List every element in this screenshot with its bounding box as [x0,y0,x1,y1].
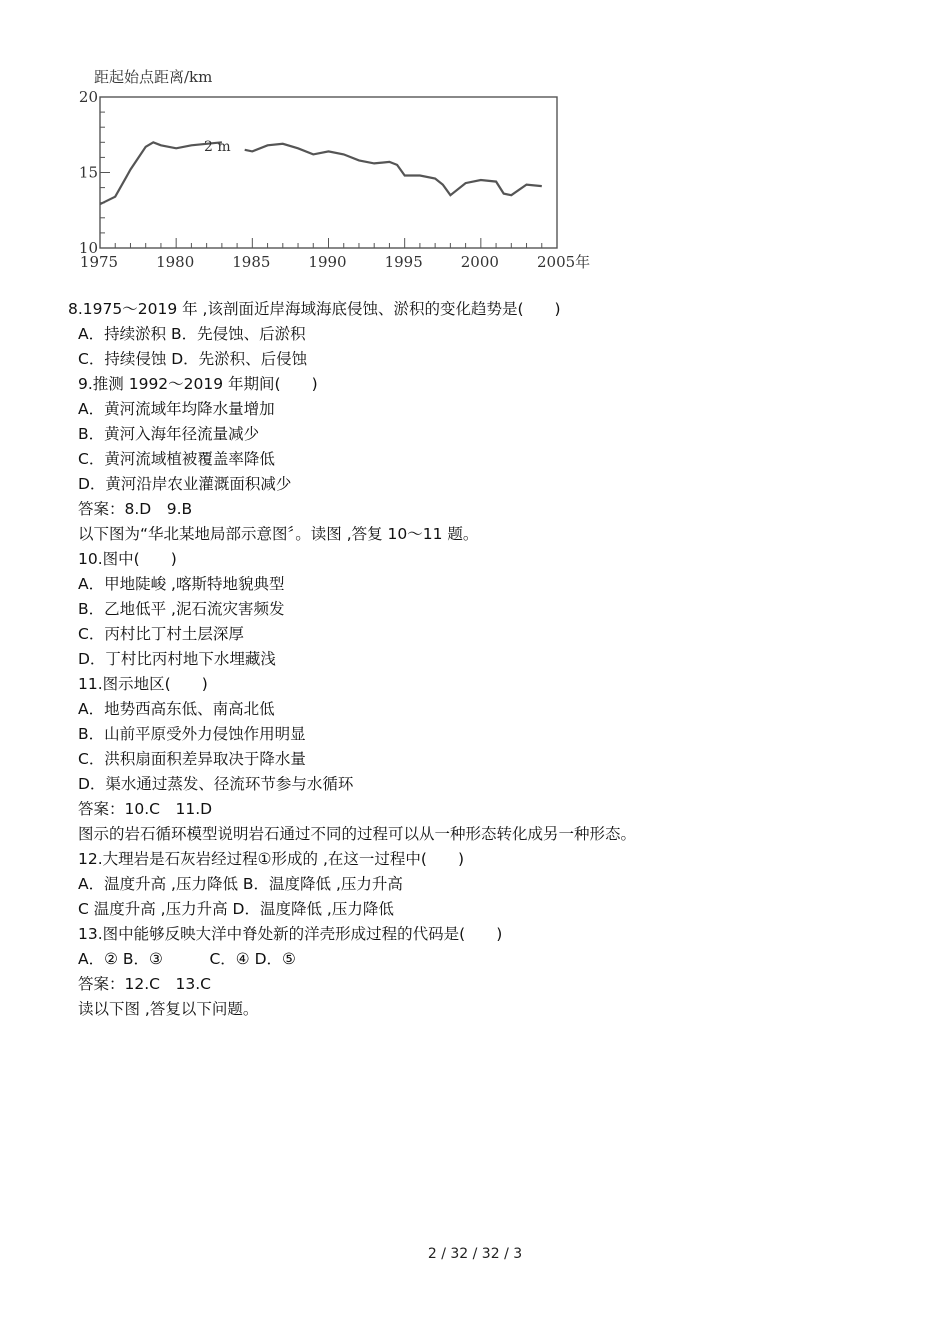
x-tick-label: 1990 [308,253,347,271]
text-line: 8.1975～2019 年 ,该剖面近岸海域海底侵蚀、淤积的变化趋势是( ) [68,300,561,318]
text-line: A．温度升高 ,压力降低 B．温度降低 ,压力升高 [78,875,403,893]
text-line: 12.大理岩是石灰岩经过程①形成的 ,在这一过程中( ) [78,850,464,868]
x-tick-labels [80,253,590,271]
text-line: A．地势西高东低、南高北低 [78,700,275,718]
y-tick-label: 10 [78,239,98,257]
text-line: 13.图中能够反映大洋中脊处新的洋壳形成过程的代码是( ) [78,925,503,943]
text-line: D．丁村比丙村地下水埋藏浅 [78,650,276,668]
y-tick-labels [79,88,98,257]
axis-ticks [100,97,557,248]
x-tick-label: 2005年 [537,253,591,271]
text-line: C．黄河流域植被覆盖率降低 [78,450,275,468]
text-line: C．丙村比丁村土层深厚 [78,625,244,643]
text-line: D．黄河沿岸农业灌溉面积减少 [78,475,292,493]
text-line: 图示的岩石循环模型说明岩石通过不同的过程可以从一种形态转化成另一种形态。 [78,825,637,843]
x-tick-label: 2000 [460,253,499,271]
text-line: C 温度升高 ,压力升高 D．温度降低 ,压力降低 [78,900,394,918]
text-line: B．乙地低平 ,泥石流灾害频发 [78,600,285,618]
text-line: D．渠水通过蒸发、径流环节参与水循环 [78,775,354,793]
text-line: A．黄河流域年均降水量增加 [78,400,275,418]
text-line: C．持续侵蚀 D．先淤积、后侵蚀 [78,350,308,368]
x-tick-label: 1995 [384,253,423,271]
x-tick-label: 1985 [232,253,271,271]
text-line: B．山前平原受外力侵蚀作用明显 [78,725,306,743]
distance-line-chart [68,62,608,282]
text-line: C．洪积扇面积差异取决于降水量 [78,750,306,768]
text-line: 答案：8.D 9.B [78,500,193,518]
text-line: 10.图中( ) [78,550,177,568]
text-line: B．黄河入海年径流量减少 [78,425,260,443]
text-line: 答案：12.C 13.C [78,975,211,993]
contour-annotation: 2 m [204,139,231,155]
y-tick-label: 15 [78,163,98,182]
text-line: A．② B．③ C．④ D．⑤ [78,950,296,968]
y-axis-label: 距起始点距离/km [94,68,213,86]
text-line: 以下图为“华北某地局部示意图〞。读图 ,答复 10～11 题。 [78,525,479,543]
x-tick-label: 1980 [156,253,195,271]
y-tick-label: 20 [78,88,98,106]
x-tick-label: 1975 [79,253,119,271]
series-line [100,142,542,204]
text-line: 读以下图 ,答复以下问题。 [78,1000,259,1018]
text-line: A．甲地陡峻 ,喀斯特地貌典型 [78,575,285,593]
text-line: 11.图示地区( ) [78,675,208,693]
text-line: 答案：10.C 11.D [78,800,213,818]
plot-frame [100,97,557,248]
text-line: 9.推测 1992～2019 年期间( ) [78,375,318,393]
page-number: 2 / 32 / 32 / 3 [427,1246,523,1262]
text-line: A．持续淤积 B．先侵蚀、后淤积 [78,325,306,343]
